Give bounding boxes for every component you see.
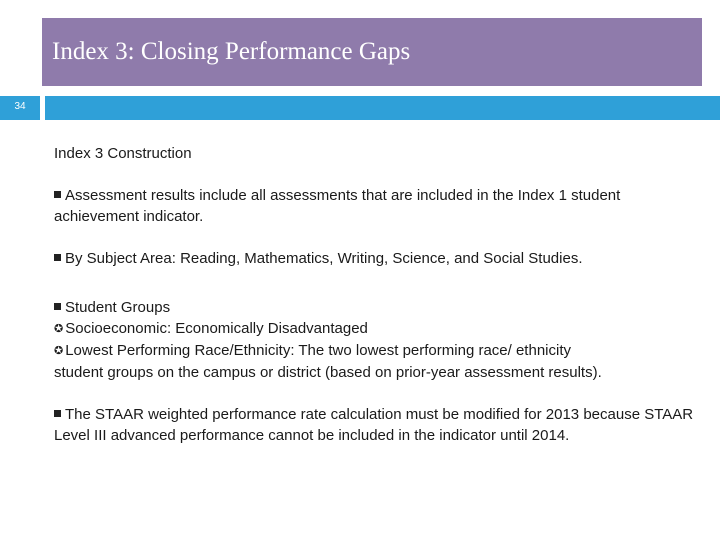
bullet-text: Student Groups: [65, 299, 171, 316]
sub-bullet-text: Lowest Performing Race/Ethnicity: The two lowest performing race/ ethnicity student groups on the campus or district (based on prior-year assessment results).: [54, 342, 602, 381]
bullet-item: [54, 404, 704, 446]
slide-body: [54, 143, 704, 467]
square-bullet-icon: [54, 303, 61, 310]
title-banner: [42, 18, 702, 86]
slide-number: 34: [14, 101, 26, 112]
slide-number-box: [0, 96, 40, 120]
sub-bullet-item: [54, 318, 704, 340]
square-bullet-icon: [54, 410, 61, 417]
star-bullet-icon: ✪: [54, 323, 64, 335]
sub-bullet-item: [54, 340, 614, 383]
bullet-item: [54, 297, 704, 318]
header-rule: [45, 96, 720, 120]
slide-title: Index 3: Closing Performance Gaps: [52, 38, 411, 65]
bullet-text: By Subject Area: Reading, Mathematics, Writing, Science, and Social Studies.: [65, 250, 583, 267]
star-bullet-icon: ✪: [54, 345, 64, 357]
square-bullet-icon: [54, 254, 61, 261]
bullet-text: The STAAR weighted performance rate calculation must be modified for 2013 because STAAR Level III advanced performance cannot be included in the indicator until 2014.: [54, 406, 694, 444]
bullet-text: Assessment results include all assessments that are included in the Index 1 student achievement indicator.: [54, 187, 621, 225]
section-heading: Index 3 Construction: [54, 145, 192, 162]
sub-bullet-text: Socioeconomic: Economically Disadvantaged: [65, 320, 368, 337]
square-bullet-icon: [54, 191, 61, 198]
bullet-item: [54, 248, 704, 269]
bullet-item: [54, 185, 704, 227]
